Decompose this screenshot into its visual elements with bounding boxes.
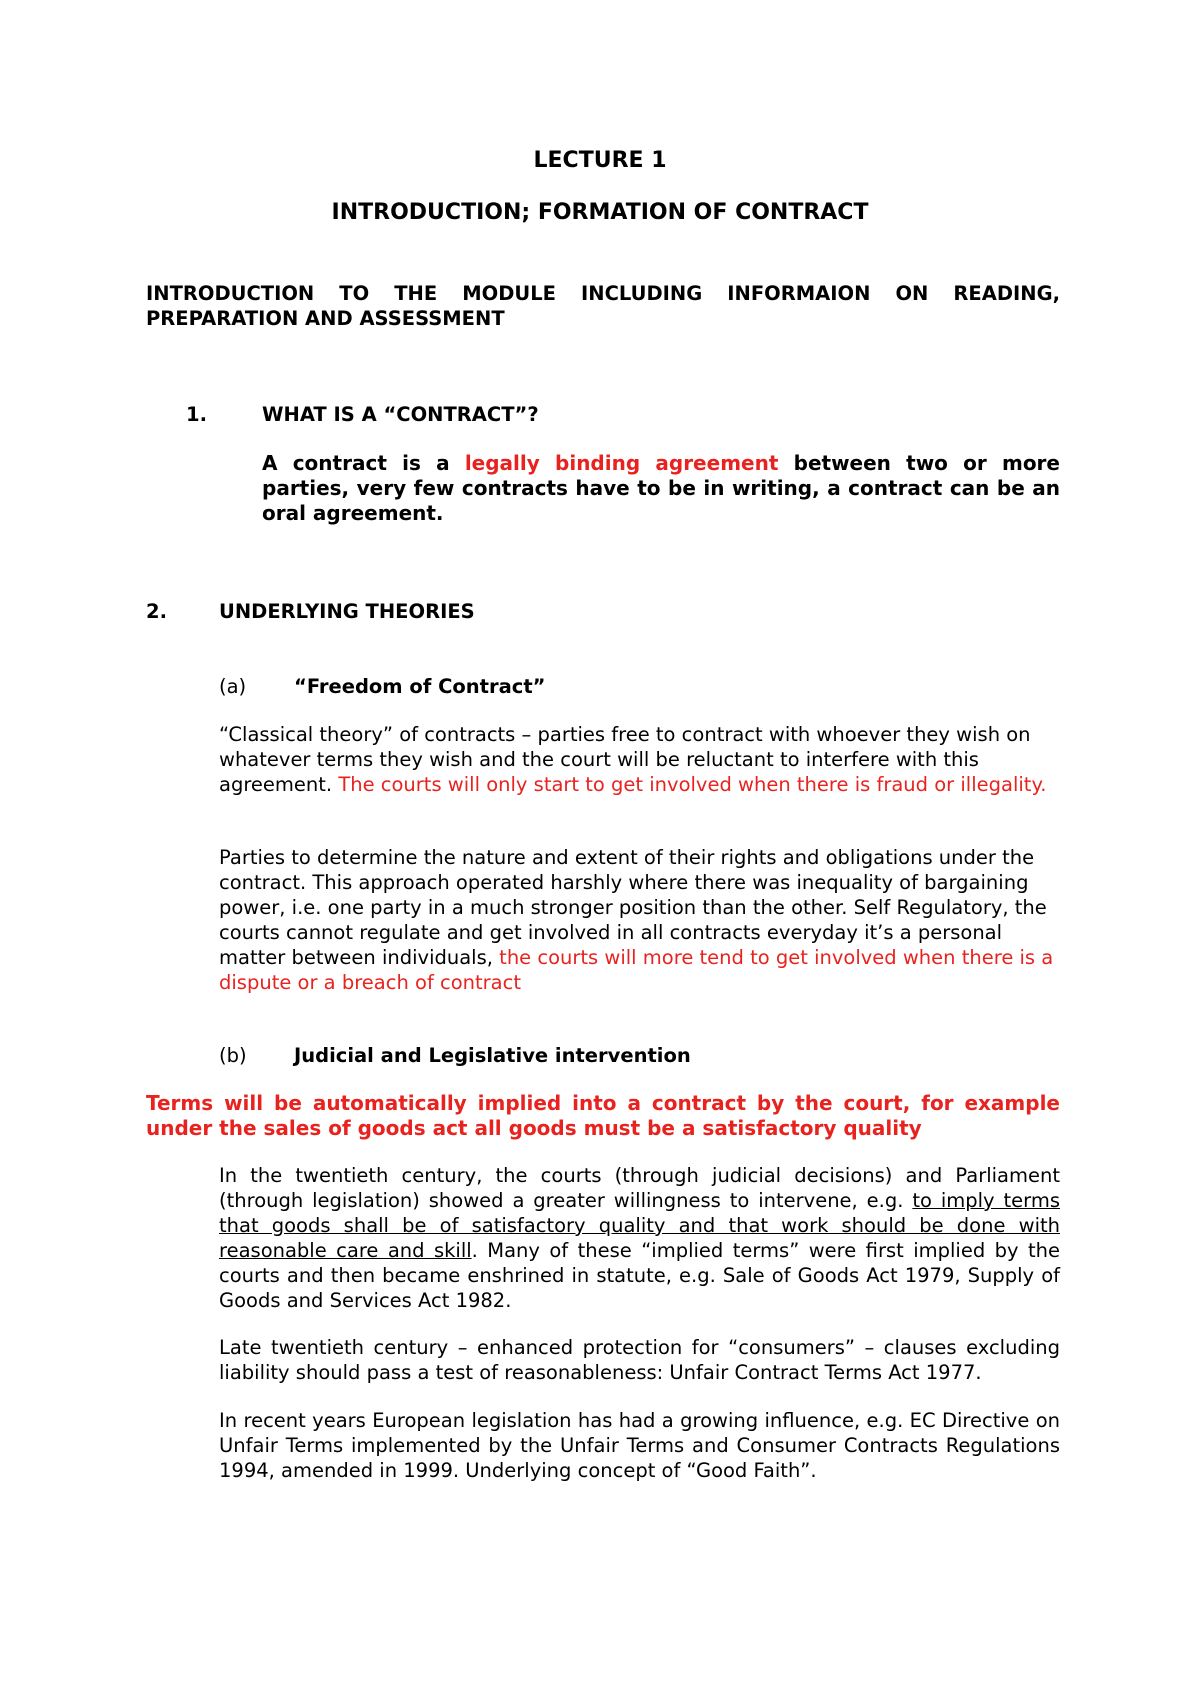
freedom-para1-red: The courts will only start to get involved when there is fraud or illegality. [338, 773, 1047, 796]
freedom-para1-text: “Classical theory” of contracts – parties free to contract with whoever they wish on whatever terms they wish and the court will be reluctant to interfere with this agreement. [219, 723, 1031, 796]
intervention-para1-underlined: to imply terms that goods shall be of satisfactory quality and that work should be done with reasonable care and skill [219, 1189, 1060, 1262]
sub-a-heading: “Freedom of Contract” [294, 675, 546, 698]
sub-b-heading: Judicial and Legislative intervention [294, 1044, 691, 1067]
section2-heading: UNDERLYING THEORIES [219, 600, 475, 623]
intervention-para1-b: . Many of these “implied terms” were first implied by the courts and then became enshrined in statute, e.g. Sale of Goods Act 1979, Supply of Goods and Services Act 1982. [219, 1239, 1060, 1312]
implied-terms-note: Terms will be automatically implied into a contract by the court, for example under the sales of goods act all goods must be a satisfactory quality [146, 1091, 1060, 1140]
section1-heading: WHAT IS A “CONTRACT”? [262, 403, 539, 426]
section1-text-a: A contract is a [262, 451, 465, 475]
intervention-paragraph-1 [219, 1163, 1060, 1313]
intervention-paragraph-2: Late twentieth century – enhanced protection for “consumers” – clauses excluding liability should pass a test of reasonableness: Unfair Contract Terms Act 1977. [219, 1336, 1060, 1384]
freedom-para2-red: the courts will more tend to get involved when there is a dispute or a breach of contract [219, 946, 1054, 994]
section2-number: 2. [146, 600, 167, 623]
section1-number: 1. [186, 403, 207, 426]
sub-b-label: (b) [219, 1044, 247, 1067]
intervention-para1-a: In the twentieth century, the courts (through judicial decisions) and Parliament (through legislation) showed a greater willingness to intervene, e.g. [219, 1164, 1060, 1212]
sub-a-label: (a) [219, 675, 247, 698]
legally-binding-agreement: legally binding agreement [464, 451, 779, 475]
freedom-paragraph-2 [219, 845, 1064, 995]
freedom-paragraph-1 [219, 722, 1064, 797]
section1-text-b: between two or more parties, very few contracts have to be in writing, a contract can be an oral agreement. [262, 451, 1060, 525]
intervention-paragraph-3: In recent years European legislation has had a growing influence, e.g. EC Directive on Unfair Terms implemented by the Unfair Terms and Consumer Contracts Regulations 1994, amended in 1999. Underlying concept of “Good Faith”. [219, 1409, 1060, 1482]
lecture-subtitle: INTRODUCTION; FORMATION OF CONTRACT [331, 200, 869, 225]
lecture-title: LECTURE 1 [533, 148, 667, 173]
freedom-para2-text: Parties to determine the nature and extent of their rights and obligations under the contract. This approach operated harshly where there was inequality of bargaining power, i.e. one party in a much stronger position than the other. Self Regulatory, the courts cannot regulate and get involved in all contracts everyday it’s a personal matter between individuals, [219, 846, 1047, 969]
section1-paragraph [262, 451, 1060, 526]
intro-heading: INTRODUCTION TO THE MODULE INCLUDING INFORMAION ON READING, PREPARATION AND ASSESSMENT [146, 282, 1060, 330]
